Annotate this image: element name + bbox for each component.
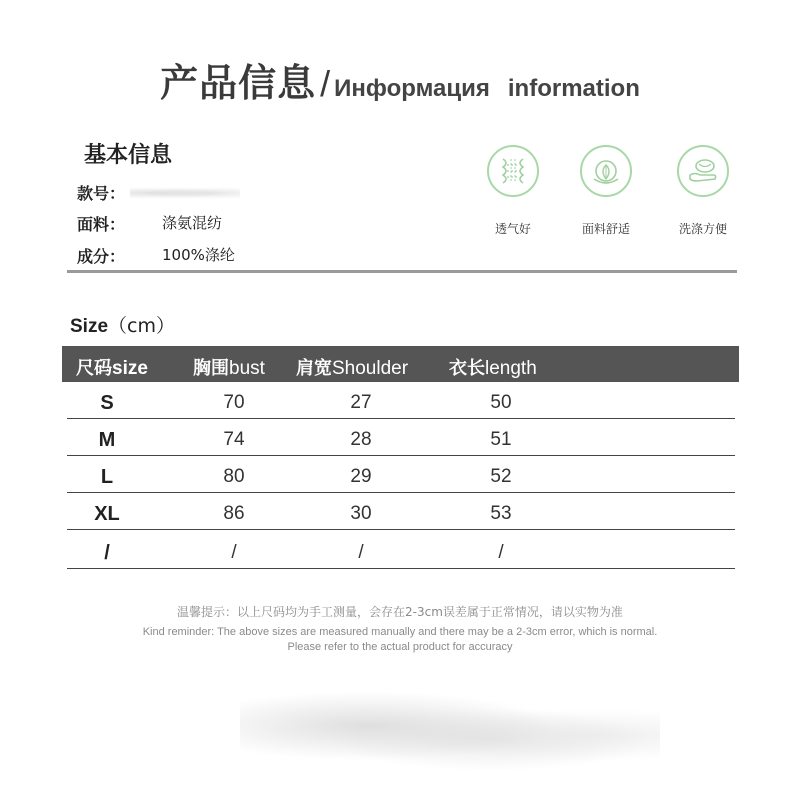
info-label: 面料： — [77, 215, 126, 234]
cell-bust: 74 — [223, 429, 245, 450]
header-en: Shoulder — [332, 358, 409, 379]
header-en: size — [112, 358, 148, 379]
table-row — [67, 382, 735, 419]
info-row-fabric — [77, 212, 223, 235]
info-value: 100%涤纶 — [162, 246, 235, 264]
cell-shoulder: 30 — [350, 503, 372, 524]
cell-bust: 86 — [223, 503, 245, 524]
size-chart-title — [70, 311, 175, 338]
table-row — [67, 456, 735, 493]
reminder-english-line2: Please refer to the actual product for accuracy — [287, 641, 513, 653]
title-chinese: 产品信息 — [160, 61, 317, 105]
header-bust — [193, 354, 265, 380]
comfortable-fabric-icon — [580, 145, 632, 197]
feature-label: 透气好 — [494, 222, 531, 236]
cell-bust: 70 — [223, 392, 245, 413]
cell-shoulder: 29 — [350, 466, 372, 487]
title-english: information — [507, 75, 640, 102]
section-divider — [67, 270, 737, 273]
header-zh: 胸围 — [193, 358, 229, 379]
cell-shoulder: 27 — [350, 392, 372, 413]
cell-bust: / — [231, 542, 237, 563]
header-zh: 肩宽 — [296, 358, 332, 379]
table-row — [67, 419, 735, 456]
reminder-english-line1: Kind reminder: The above sizes are measured manually and there may be a 2-3cm error, which is normal. — [142, 626, 658, 638]
table-row — [67, 493, 735, 530]
cell-shoulder: 28 — [350, 429, 372, 450]
header-shoulder — [296, 354, 408, 380]
title-russian: Информация — [334, 75, 490, 102]
cell-length: 52 — [490, 466, 512, 487]
header-en: length — [485, 358, 537, 379]
feature-label: 面料舒适 — [581, 222, 630, 236]
page-title — [0, 52, 800, 107]
cell-size: L — [100, 466, 114, 488]
blurred-style-number — [130, 186, 240, 200]
size-table-header — [62, 346, 739, 382]
feature-comfortable — [566, 145, 646, 237]
info-label: 成分： — [77, 247, 126, 266]
header-zh: 尺码 — [76, 358, 112, 379]
cell-length: 53 — [490, 503, 512, 524]
size-title-text: Size — [70, 316, 109, 337]
feature-easy-wash — [663, 145, 743, 237]
basic-info-heading: 基本信息 — [84, 143, 173, 168]
cell-length: 50 — [490, 392, 512, 413]
cell-shoulder: / — [358, 542, 364, 563]
feature-label: 洗涤方便 — [678, 222, 727, 236]
header-size — [76, 354, 148, 380]
cell-bust: 80 — [223, 466, 245, 487]
table-row — [67, 532, 735, 569]
info-value: 涤氨混纺 — [162, 214, 223, 232]
header-zh: 衣长 — [449, 358, 485, 379]
cell-size: M — [98, 429, 116, 451]
title-slash: / — [320, 63, 331, 104]
cell-size: / — [104, 542, 110, 564]
size-title-unit: （cm） — [108, 315, 175, 337]
reminder-chinese: 温馨提示：以上尺码均为手工测量，会存在2-3cm误差属于正常情况，请以实物为准 — [177, 605, 623, 619]
info-row-style-number — [77, 181, 125, 204]
header-en: bust — [229, 358, 265, 379]
info-row-composition — [77, 244, 235, 267]
blurred-watermark — [240, 690, 660, 780]
info-label: 款号： — [77, 184, 126, 203]
cell-length: 51 — [490, 429, 512, 450]
easy-wash-icon — [677, 145, 729, 197]
cell-size: XL — [94, 503, 120, 525]
feature-breathable — [473, 145, 553, 237]
cell-size: S — [100, 392, 114, 414]
header-length — [449, 354, 537, 380]
cell-length: / — [498, 542, 504, 563]
breathable-fabric-icon — [487, 145, 539, 197]
